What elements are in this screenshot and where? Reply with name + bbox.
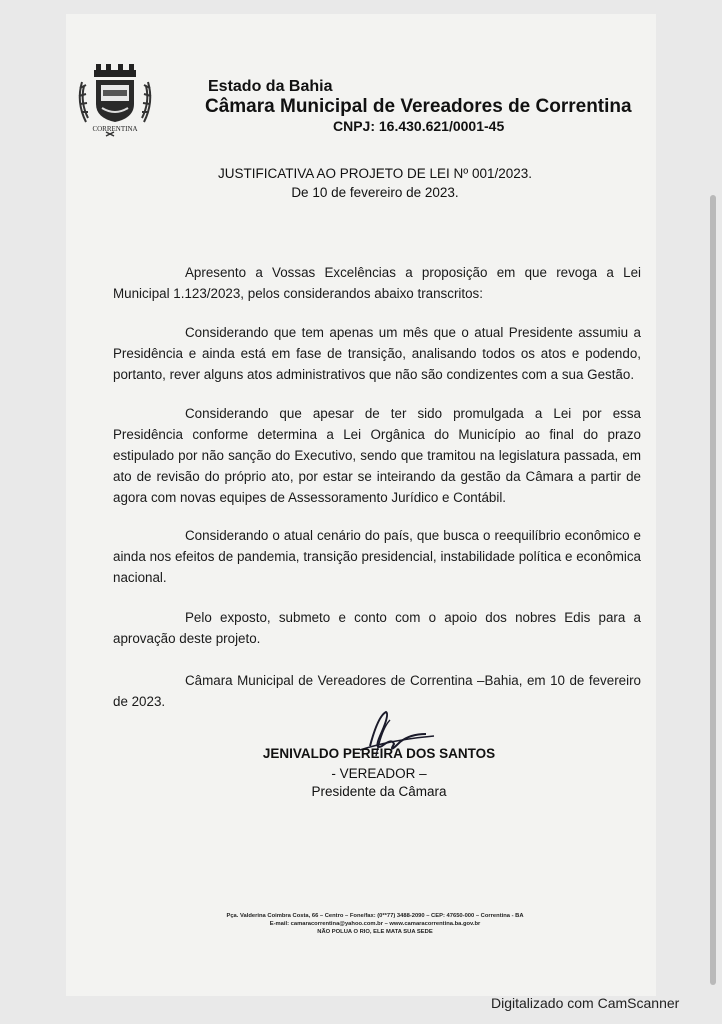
footer-address: Pça. Valderina Coimbra Costa, 66 – Centro – Fone/fax: (0**77) 3488-2090 – CEP: 47650-000 – Correntina - BA (226, 913, 524, 919)
camscanner-watermark: Digitalizado com CamScanner (491, 995, 680, 1011)
document-date: De 10 de fevereiro de 2023. (291, 185, 459, 200)
footer-email: E-mail: camaracorrentina@yahoo.com.br – www.camaracorrentina.ba.gov.br (269, 921, 481, 927)
body-paragraph: Considerando que apesar de ter sido promulgada a Lei por essa Presidência conforme determina a Lei Orgânica do Município ao final do prazo estipulado por não sanção do Executivo, sendo que tramitou na legislatura passada, em ato de revisão do próprio ato, por estar se inteirando da gestão da Câmara a partir de agora com novas equipes de Assessoramento Jurídico e Contábil. (113, 406, 641, 505)
svg-text:CORRENTINA: CORRENTINA (92, 125, 138, 133)
signatory-name: JENIVALDO PEREIRA DOS SANTOS (262, 746, 496, 761)
body-paragraph: Considerando que tem apenas um mês que o atual Presidente assumiu a Presidência e ainda está em fase de transição, analisando todos os atos e podendo, portanto, rever alguns atos administrativos que não são condizentes com a sua Gestão. (113, 325, 641, 382)
footer-motto: NÃO POLUA O RIO, ELE MATA SUA SEDE (317, 929, 433, 935)
body-paragraph: Considerando o atual cenário do país, que busca o reequilíbrio econômico e ainda nos efeitos de pandemia, transição presidencial, instabilidade política e econômica nacional. (113, 528, 641, 585)
signatory-role: - VEREADOR – (331, 766, 427, 781)
municipal-crest-logo (72, 52, 158, 138)
cnpj-text: CNPJ: 16.430.621/0001-45 (333, 118, 505, 134)
body-paragraph: Câmara Municipal de Vereadores de Correntina –Bahia, em 10 de fevereiro de 2023. (113, 673, 641, 709)
body-paragraph: Pelo exposto, submeto e conto com o apoio dos nobres Edis para a aprovação deste projeto. (113, 610, 641, 646)
state-heading: Estado da Bahia (208, 78, 333, 95)
vertical-scrollbar[interactable] (710, 195, 716, 985)
document-title: JUSTIFICATIVA AO PROJETO DE LEI Nº 001/2023. (217, 166, 533, 181)
signatory-title: Presidente da Câmara (311, 784, 447, 799)
council-heading: Câmara Municipal de Vereadores de Correntina (205, 96, 632, 117)
body-paragraph: Apresento a Vossas Excelências a proposição em que revoga a Lei Municipal 1.123/2023, pelos considerandos abaixo transcritos: (113, 265, 641, 301)
